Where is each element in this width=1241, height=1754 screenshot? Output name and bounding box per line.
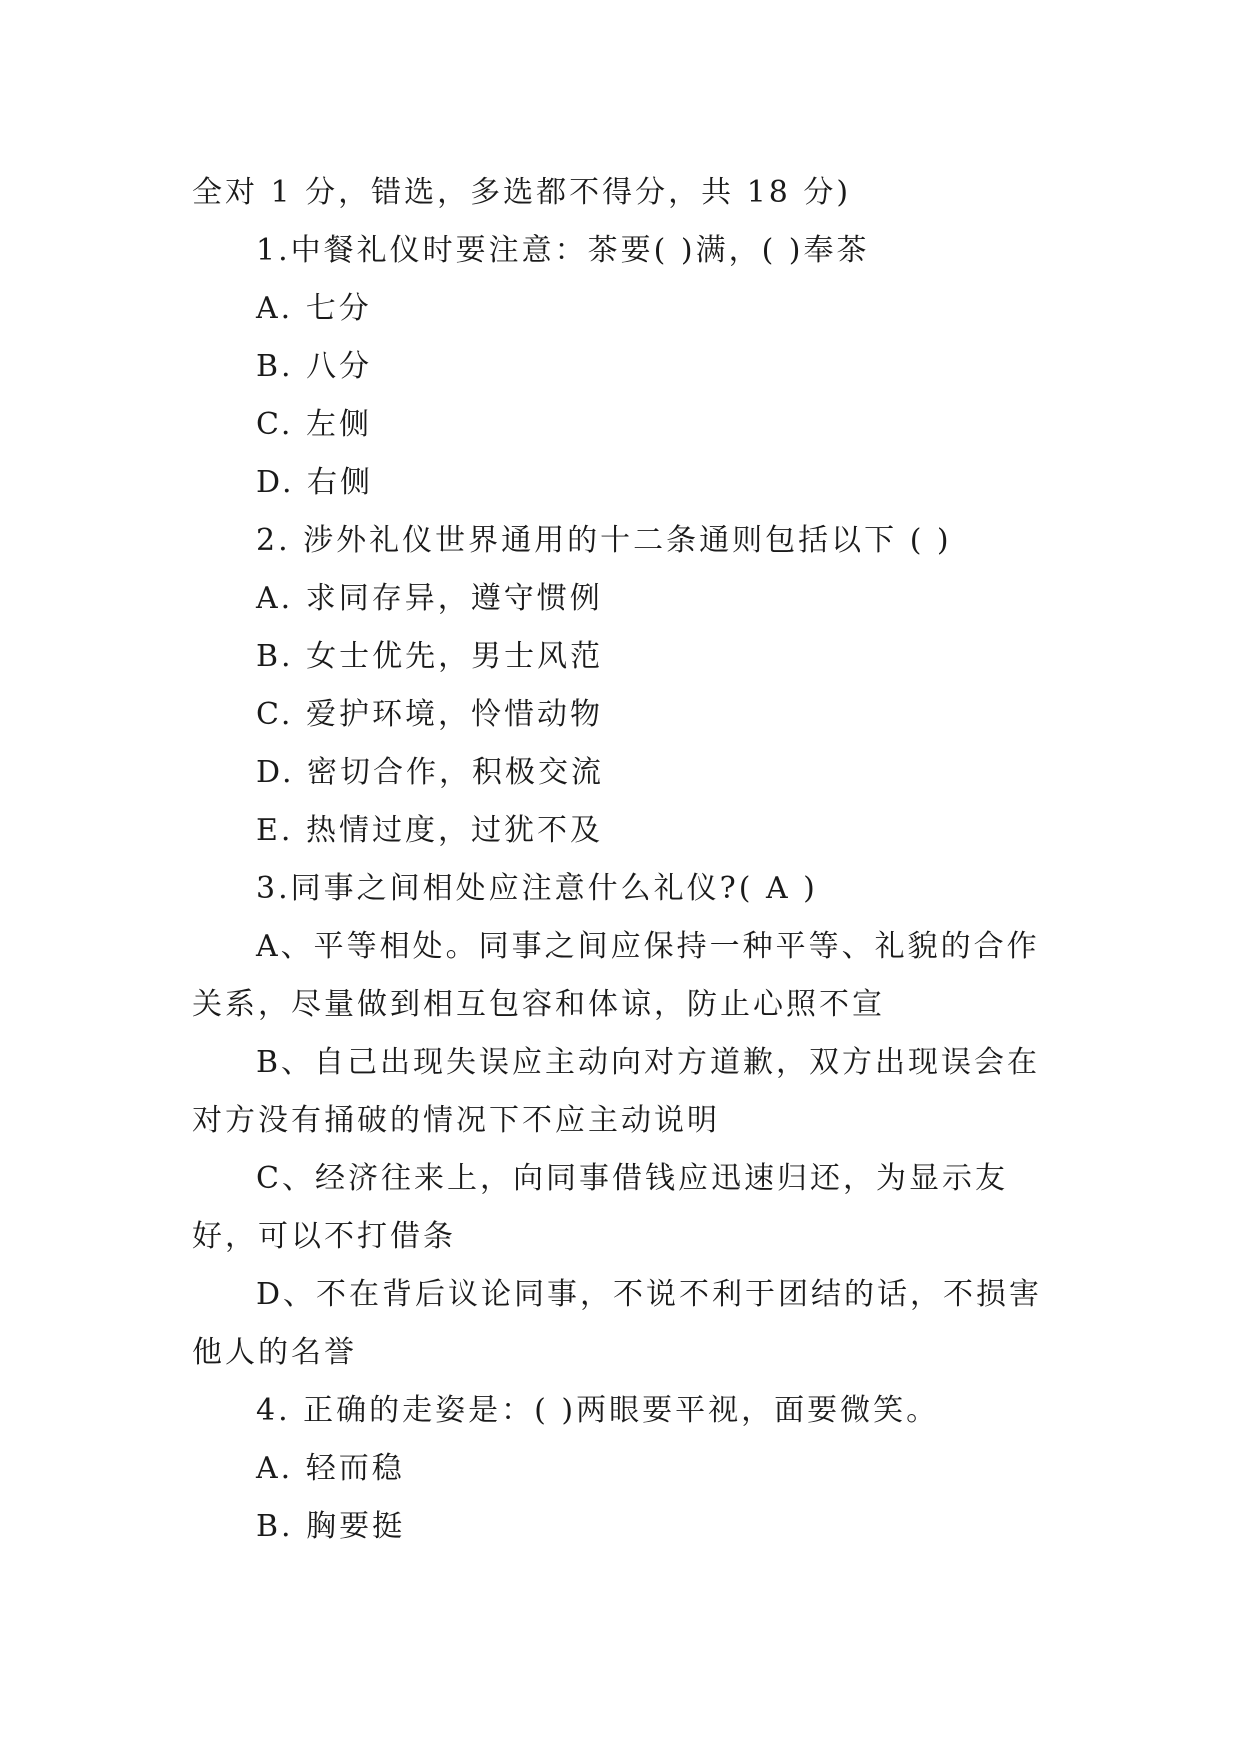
question-4-stem: 4. 正确的走姿是：( )两眼要平视，面要微笑。 <box>256 1393 940 1428</box>
document-body <box>192 164 1072 1556</box>
question-1-option-d: D. 右侧 <box>256 465 374 500</box>
question-2-option-d: D. 密切合作，积极交流 <box>256 755 605 790</box>
question-2-option-c: C. 爱护环境，怜惜动物 <box>256 697 603 732</box>
question-1-stem: 1.中餐礼仪时要注意：茶要( )满，( )奉茶 <box>256 233 870 268</box>
question-2-option-a: A. 求同存异，遵守惯例 <box>256 581 603 616</box>
question-3-option-d: D、不在背后议论同事，不说不利于团结的话，不损害他人的名誉 <box>192 1277 1043 1370</box>
question-2-stem: 2. 涉外礼仪世界通用的十二条通则包括以下 ( ) <box>256 523 952 558</box>
question-2-option-b: B. 女士优先，男士风范 <box>256 639 604 674</box>
question-3-option-b: B、自己出现失误应主动向对方道歉，双方出现误会在对方没有捅破的情况下不应主动说明 <box>192 1045 1041 1138</box>
question-4-option-a: A. 轻而稳 <box>256 1451 405 1486</box>
question-4-option-b: B. 胸要挺 <box>256 1509 406 1544</box>
question-3-option-a: A、平等相处。同事之间应保持一种平等、礼貌的合作关系，尽量做到相互包容和体谅，防止心照不宣 <box>192 929 1040 1022</box>
question-1-option-b: B. 八分 <box>256 349 373 384</box>
question-2-option-e: E. 热情过度，过犹不及 <box>256 813 603 848</box>
question-3-option-c: C、经济往来上，向同事借钱应迅速归还，为显示友好，可以不打借条 <box>192 1161 1008 1254</box>
question-1-option-a: A. 七分 <box>256 291 372 326</box>
question-3-stem: 3.同事之间相处应注意什么礼仪?( A ) <box>256 871 818 906</box>
question-1-option-c: C. 左侧 <box>256 407 372 442</box>
scoring-instructions: 全对 1 分，错选，多选都不得分，共 18 分) <box>192 175 852 210</box>
